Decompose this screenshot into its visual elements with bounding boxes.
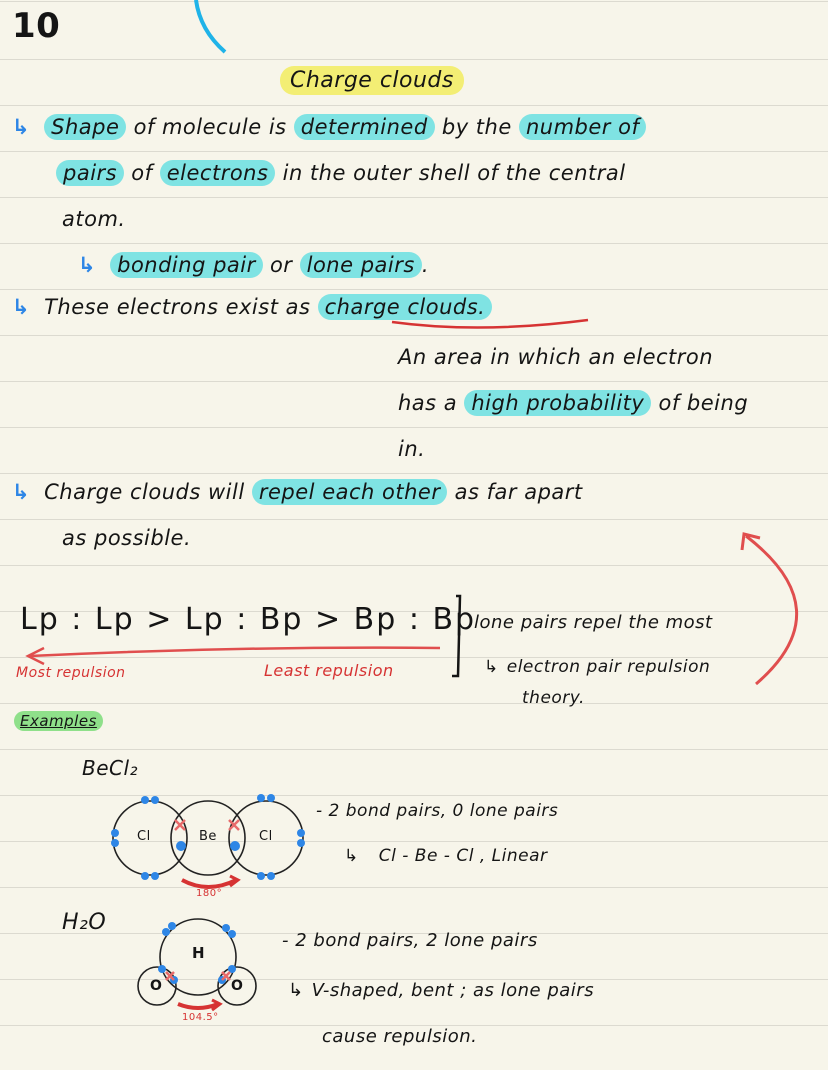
h2o-diagram xyxy=(138,919,256,1010)
becl2-info-1: - 2 bond pairs, 0 lone pairs xyxy=(316,801,559,821)
h2o-atom-top: H xyxy=(192,944,206,962)
title-highlight: Charge clouds xyxy=(280,66,464,95)
text-line-7 xyxy=(398,391,748,415)
note-line-2 xyxy=(484,657,710,677)
text-segment: by the xyxy=(441,115,512,139)
highlight-determined: determined xyxy=(294,114,435,140)
text-segment: of being xyxy=(658,391,749,415)
h2o-info-3: cause repulsion. xyxy=(322,1026,478,1047)
text-segment: has a xyxy=(398,391,458,415)
text-line-5 xyxy=(12,295,492,319)
h2o-formula: H₂O xyxy=(62,910,107,935)
text-line-9 xyxy=(12,480,583,504)
repulsion-arrow xyxy=(30,648,440,656)
highlight-repel-each-other: repel each other xyxy=(252,479,448,505)
h2o-info-1: - 2 bond pairs, 2 lone pairs xyxy=(282,930,538,951)
decorative-blue-curve xyxy=(196,0,225,52)
text-line-2 xyxy=(56,161,626,185)
highlight-high-probability: high probability xyxy=(464,390,651,416)
note-line-1: lone pairs repel the most xyxy=(474,612,713,633)
becl2-atom-center: Be xyxy=(199,829,217,844)
arrow-icon: ↳ xyxy=(344,846,359,866)
charge-clouds-underline xyxy=(392,320,588,328)
becl2-atom-right: Cl xyxy=(259,829,273,844)
highlight-charge-clouds: charge clouds. xyxy=(318,294,493,320)
least-repulsion-label: Least repulsion xyxy=(264,661,394,680)
text-segment: of molecule is xyxy=(133,115,287,139)
curved-arrow-head xyxy=(742,534,760,550)
becl2-angle: 180° xyxy=(196,888,223,899)
text-segment: . xyxy=(421,253,429,277)
arrow-icon: ↳ xyxy=(12,115,31,139)
highlight-bonding-pair: bonding pair xyxy=(110,252,263,278)
note-text: electron pair repulsion xyxy=(506,657,711,677)
page-title xyxy=(280,68,464,93)
highlight-shape: Shape xyxy=(44,114,126,140)
text-line-10: as possible. xyxy=(62,526,192,550)
examples-label xyxy=(14,712,103,730)
h2o-atom-left: O xyxy=(150,978,163,994)
text-segment: in the outer shell of the central xyxy=(282,161,626,185)
text-segment: as far apart xyxy=(454,480,583,504)
becl2-structure: Cl - Be - Cl , Linear xyxy=(378,846,548,866)
page-number: 10 xyxy=(12,6,61,46)
h2o-atom-right: O xyxy=(231,978,244,994)
h2o-info-2 xyxy=(288,980,594,1001)
arrow-icon: ↳ xyxy=(484,657,499,677)
text-segment: These electrons exist as xyxy=(44,295,311,319)
repulsion-order: Lp : Lp > Lp : Bp > Bp : Bp xyxy=(20,602,477,637)
most-repulsion-label: Most repulsion xyxy=(16,665,126,681)
highlight-number-of: number of xyxy=(519,114,646,140)
highlight-electrons: electrons xyxy=(160,160,276,186)
becl2-atom-left: Cl xyxy=(137,829,151,844)
note-line-3: theory. xyxy=(522,688,585,708)
arrow-icon: ↳ xyxy=(78,253,97,277)
h2o-angle: 104.5° xyxy=(182,1012,219,1023)
h2o-shape: V-shaped, bent ; as lone pairs xyxy=(311,980,595,1001)
curved-arrow xyxy=(746,536,797,684)
text-line-8: in. xyxy=(398,437,426,461)
arrow-icon: ↳ xyxy=(12,295,31,319)
text-line-1 xyxy=(12,115,646,139)
arrow-icon: ↳ xyxy=(288,980,304,1001)
text-line-3: atom. xyxy=(62,207,126,231)
arrow-icon: ↳ xyxy=(12,480,31,504)
examples-highlight: Examples xyxy=(14,711,103,731)
highlight-pairs: pairs xyxy=(56,160,124,186)
text-segment: of xyxy=(131,161,153,185)
text-line-6: An area in which an electron xyxy=(398,345,714,369)
text-segment: Charge clouds will xyxy=(44,480,245,504)
text-line-4 xyxy=(78,253,429,277)
highlight-lone-pairs: lone pairs xyxy=(300,252,422,278)
becl2-info-2 xyxy=(344,846,548,866)
text-segment: or xyxy=(269,253,293,277)
becl2-formula: BeCl₂ xyxy=(82,756,139,780)
